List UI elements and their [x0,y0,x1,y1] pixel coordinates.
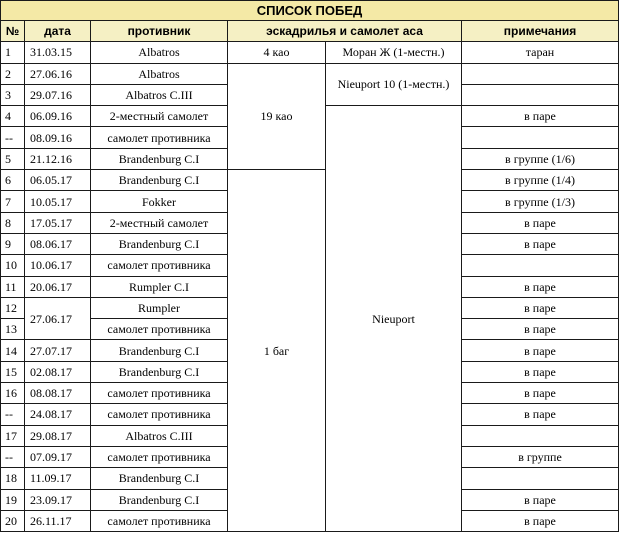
cell-date: 10.06.17 [25,255,91,276]
header-squadron: эскадрилья и самолет аса [228,21,462,42]
cell-note [462,468,619,489]
cell-num: 6 [1,170,25,191]
cell-num: 12 [1,297,25,318]
header-opponent: противник [91,21,228,42]
cell-num: 19 [1,489,25,510]
cell-num: 8 [1,212,25,233]
cell-note: в группе (1/6) [462,148,619,169]
title-row [1,1,619,21]
cell-num: 7 [1,191,25,212]
cell-opponent: Albatros C.III [91,425,228,446]
cell-unit: 4 као [228,42,326,63]
cell-note: в паре [462,383,619,404]
cell-date: 21.12.16 [25,148,91,169]
cell-num: 10 [1,255,25,276]
cell-note [462,84,619,105]
cell-note: в паре [462,404,619,425]
cell-date: 27.07.17 [25,340,91,361]
cell-num: 2 [1,63,25,84]
cell-date: 23.09.17 [25,489,91,510]
cell-opponent: самолет противника [91,127,228,148]
cell-opponent: 2-местный самолет [91,106,228,127]
cell-num: 15 [1,361,25,382]
cell-opponent: Brandenburg C.I [91,468,228,489]
cell-note: в паре [462,319,619,340]
cell-opponent: Brandenburg C.I [91,361,228,382]
cell-opponent: Brandenburg C.I [91,170,228,191]
cell-date: 06.05.17 [25,170,91,191]
header-num: № [1,21,25,42]
cell-num: 3 [1,84,25,105]
cell-note: в паре [462,489,619,510]
cell-date: 08.06.17 [25,233,91,254]
cell-num: 9 [1,233,25,254]
cell-unit: 19 као [228,63,326,169]
cell-opponent: самолет противника [91,404,228,425]
cell-opponent: Albatros C.III [91,84,228,105]
cell-opponent: самолет противника [91,446,228,467]
cell-num: 5 [1,148,25,169]
cell-note [462,127,619,148]
cell-opponent: Brandenburg C.I [91,340,228,361]
cell-opponent: самолет противника [91,383,228,404]
cell-note: в паре [462,233,619,254]
cell-date: 31.03.15 [25,42,91,63]
header-row [1,21,619,42]
cell-num: 14 [1,340,25,361]
cell-num: -- [1,404,25,425]
cell-note: в паре [462,106,619,127]
cell-note: в паре [462,361,619,382]
cell-note: в группе [462,446,619,467]
cell-date: 02.08.17 [25,361,91,382]
cell-num: 20 [1,510,25,531]
cell-date: 17.05.17 [25,212,91,233]
cell-date: 10.05.17 [25,191,91,212]
cell-note [462,63,619,84]
cell-num: 11 [1,276,25,297]
cell-note: в паре [462,510,619,531]
cell-num: 4 [1,106,25,127]
cell-opponent: Rumpler [91,297,228,318]
cell-date: 08.09.16 [25,127,91,148]
cell-aircraft: Моран Ж (1-местн.) [326,42,462,63]
cell-note: в паре [462,212,619,233]
header-date: дата [25,21,91,42]
cell-opponent: самолет противника [91,510,228,531]
table-row [1,170,619,191]
cell-num: 17 [1,425,25,446]
cell-opponent: самолет противника [91,319,228,340]
cell-num: -- [1,446,25,467]
cell-num: 1 [1,42,25,63]
cell-date: 11.09.17 [25,468,91,489]
cell-aircraft: Nieuport [326,106,462,532]
cell-num: 13 [1,319,25,340]
cell-unit: 1 баг [228,170,326,532]
cell-opponent: Brandenburg C.I [91,489,228,510]
cell-note [462,425,619,446]
cell-opponent: Rumpler C.I [91,276,228,297]
cell-num: -- [1,127,25,148]
cell-date: 08.08.17 [25,383,91,404]
cell-opponent: Albatros [91,42,228,63]
cell-date: 24.08.17 [25,404,91,425]
cell-date: 20.06.17 [25,276,91,297]
cell-opponent: Brandenburg C.I [91,148,228,169]
cell-opponent: Fokker [91,191,228,212]
cell-note: в группе (1/4) [462,170,619,191]
cell-note: в группе (1/3) [462,191,619,212]
cell-note [462,255,619,276]
cell-date: 07.09.17 [25,446,91,467]
cell-date: 27.06.16 [25,63,91,84]
cell-date: 06.09.16 [25,106,91,127]
cell-date: 29.08.17 [25,425,91,446]
cell-note: в паре [462,276,619,297]
cell-opponent: Brandenburg C.I [91,233,228,254]
cell-aircraft: Nieuport 10 (1-местн.) [326,63,462,106]
table-row [1,63,619,84]
cell-num: 18 [1,468,25,489]
cell-note: в паре [462,297,619,318]
header-notes: примечания [462,21,619,42]
cell-date: 29.07.16 [25,84,91,105]
table-title: СПИСОК ПОБЕД [1,1,619,21]
table-row [1,42,619,63]
cell-date: 27.06.17 [25,297,91,340]
cell-opponent: 2-местный самолет [91,212,228,233]
cell-date: 26.11.17 [25,510,91,531]
cell-note: в паре [462,340,619,361]
cell-opponent: Albatros [91,63,228,84]
cell-num: 16 [1,383,25,404]
cell-note: таран [462,42,619,63]
cell-opponent: самолет противника [91,255,228,276]
